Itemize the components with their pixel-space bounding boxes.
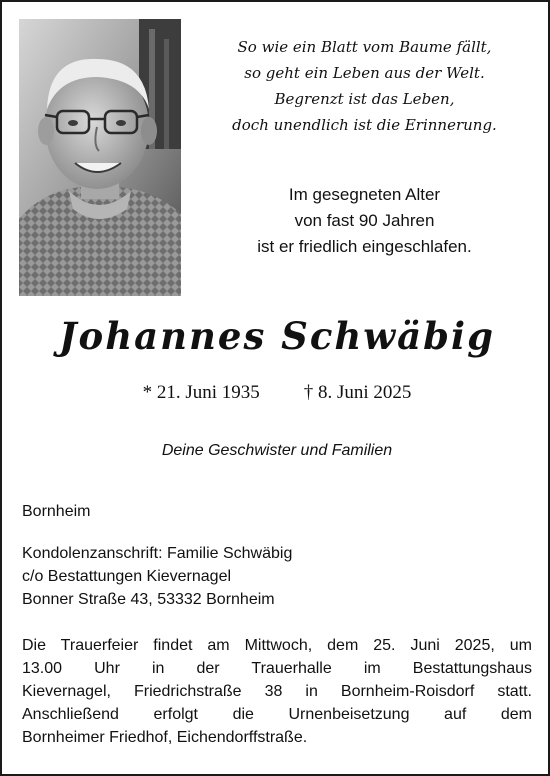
address-line: Bonner Straße 43, 53332 Bornheim: [22, 591, 275, 608]
poem-line: So wie ein Blatt vom Baume fällt,: [237, 38, 492, 56]
condolence-address: [22, 542, 532, 611]
ceremony-line: 13.00 Uhr in der Trauerhalle im Bestattungshaus: [22, 660, 532, 677]
deceased-name: Johannes Schwäbig: [59, 314, 495, 358]
portrait-image: [19, 19, 181, 296]
birth-date: * 21. Juni 1935: [142, 382, 260, 403]
ceremony-line: Die Trauerfeier findet am Mittwoch, dem 25. Juni 2025, um: [22, 637, 532, 654]
address-line: c/o Bestattungen Kievernagel: [22, 568, 232, 585]
mourners: Deine Geschwister und Familien: [161, 442, 393, 459]
poem-line: Begrenzt ist das Leben,: [274, 90, 455, 108]
poem-line: doch unendlich ist die Erinnerung.: [232, 116, 497, 134]
life-dates: [2, 382, 550, 404]
location: Bornheim: [22, 503, 91, 520]
ceremony-line: Anschließend erfolgt die Urnenbeisetzung auf dem: [22, 706, 532, 723]
address-line: Kondolenzanschrift: Familie Schwäbig: [22, 545, 293, 562]
poem: [192, 34, 537, 138]
death-date: † 8. Juni 2025: [303, 382, 412, 403]
age-line: von fast 90 Jahren: [294, 211, 435, 230]
ceremony-line: Bornheimer Friedhof, Eichendorffstraße.: [22, 729, 308, 746]
ceremony-line: Kievernagel, Friedrichstraße 38 in Bornheim-Roisdorf statt.: [22, 683, 532, 700]
age-statement: [192, 182, 537, 260]
poem-line: so geht ein Leben aus der Welt.: [244, 64, 485, 82]
age-line: Im gesegneten Alter: [288, 185, 441, 204]
portrait-photo: [19, 19, 181, 296]
age-line: ist er friedlich eingeschlafen.: [257, 237, 472, 256]
ceremony-notice: [22, 634, 532, 749]
